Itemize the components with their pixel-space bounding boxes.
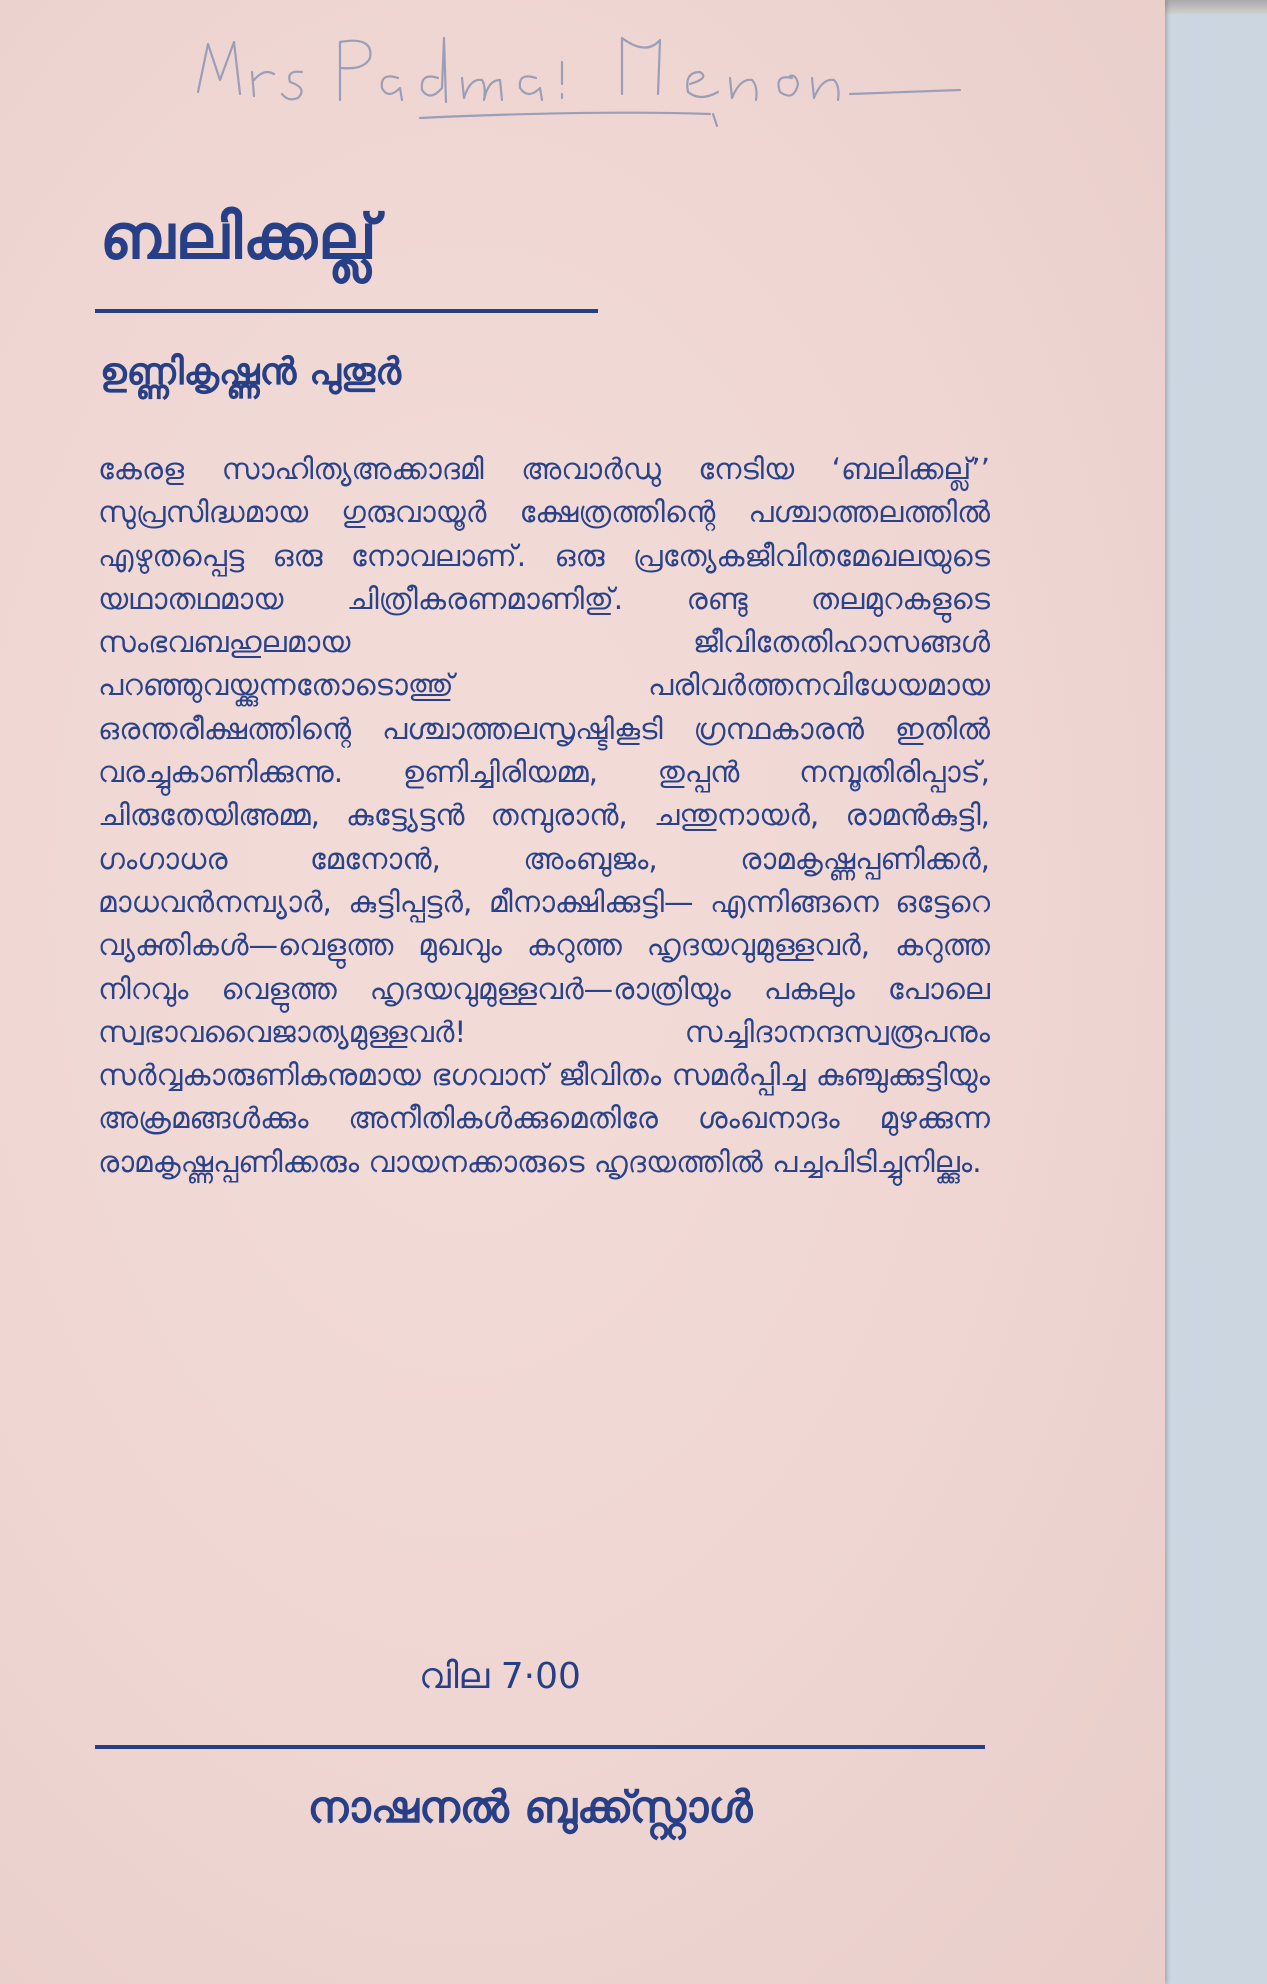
publisher-name: നാഷനൽ ബുക്ക്സ്റ്റാൾ: [307, 1782, 753, 1833]
book-description: കേരള സാഹിത്യഅക്കാദമി അവാർഡു നേടിയ ‘ബലിക്കല്ല്’’ സുപ്രസിദ്ധമായ ഗുരുവായൂർ ക്ഷേത്രത്തിന്റെ പശ്ചാത്തലത്തിൽ എഴുതപ്പെട്ട ഒരു നോവലാണ്. ഒരു പ്രത്യേകജീവിതമേഖലയുടെ യഥാതഥമായ ചിത്രീകരണമാണിതു്. രണ്ടു തലമുറകളുടെ സംഭവബഹുലമായ ജീവിതേതിഹാസങ്ങൾ പറഞ്ഞുവയ്ക്കുന്നതോടൊത്തു് പരിവർത്തനവിധേയമായ ഒരന്തരീക്ഷത്തിന്റെ പശ്ചാത്തലസൃഷ്ടികൂടി ഗ്രന്ഥകാരൻ ഇതിൽ വരച്ചുകാണിക്കുന്നു. ഉണിച്ചിരിയമ്മ, തുപ്പൻ നമ്പൂതിരിപ്പാട്, ചിരുതേയിഅമ്മ, കുട്ട്യേട്ടൻ തമ്പുരാൻ, ചന്തുനായർ, രാമൻകുട്ടി, ഗംഗാധര മേനോൻ, അംബുജം, രാമകൃഷ്ണപ്പണിക്കർ, മാധവൻനമ്പ്യാർ, കുട്ടിപ്പട്ടർ, മീനാക്ഷിക്കുട്ടി— എന്നിങ്ങനെ ഒട്ടേറെ വ്യക്തികൾ—വെളുത്ത മുഖവും കറുത്ത ഹൃദയവുമുള്ളവർ, കറുത്ത നിറവും വെളുത്ത ഹൃദയവുമുള്ളവർ—രാത്രിയും പകലും പോലെ സ്വഭാവവൈജാത്യമുള്ളവർ! സച്ചിദാനന്ദസ്വരൂപനും സർവ്വകാരുണികനുമായ ഭഗവാന് ജീവിതം സമർപ്പിച്ച കുഞ്ചുക്കുട്ടിയും അക്രമങ്ങൾക്കും അനീതികൾക്കുമെതിരേ ശംഖനാദം മുഴക്കുന്ന രാമകൃഷ്ണപ്പണിക്കരും വായനക്കാരുടെ ഹൃദയത്തിൽ പച്ചപിടിച്ചുനില്ക്കും.: [98, 452, 990, 1179]
title-divider: [95, 309, 598, 313]
book-title: ബലിക്കല്ല്: [100, 200, 378, 273]
author-name: ഉണ്ണികൃഷ്ണൻ പുതൂർ: [100, 350, 401, 393]
publisher-divider: [95, 1745, 985, 1749]
handwritten-signature: [190, 22, 970, 132]
price-label: വില 7·00: [419, 1656, 581, 1697]
